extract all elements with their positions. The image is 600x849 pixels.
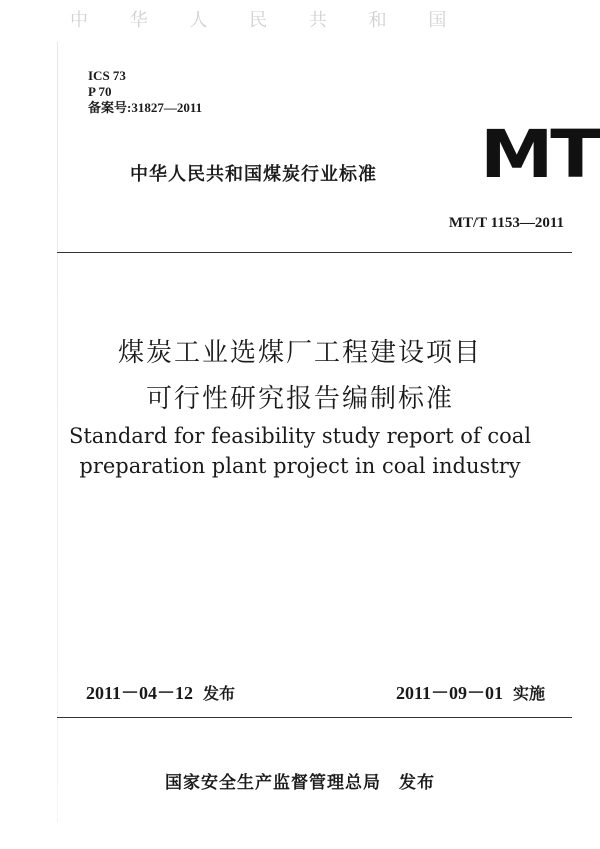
scanned-header-remnant: 中 华 人 民 共 和 国 <box>70 10 465 31</box>
issue-label: 发布 <box>203 684 236 703</box>
classification-codes <box>88 68 202 116</box>
title-en-line1: Standard for feasibility study report of coal <box>68 424 532 448</box>
record-number: 备案号:31827—2011 <box>88 100 203 115</box>
issue-date-block <box>86 679 235 705</box>
standard-number: MT/T 1153—2011 <box>448 215 564 231</box>
issuer-label: 发布 <box>399 773 435 793</box>
ics-code: ICS 73 <box>88 68 126 83</box>
implement-date: 2011－09－01 <box>396 683 504 703</box>
issuer-line <box>0 768 600 793</box>
title-en-line2: preparation plant project in coal industry <box>79 454 521 478</box>
ccs-code: P 70 <box>88 84 112 99</box>
bottom-divider <box>57 717 572 718</box>
standard-category: 中华人民共和国煤炭行业标准 <box>130 164 377 185</box>
top-divider <box>57 252 572 253</box>
issuer-name: 国家安全生产监督管理总局 <box>165 773 381 793</box>
title-cn-line2: 可行性研究报告编制标准 <box>145 384 454 414</box>
issue-date: 2011－04－12 <box>86 683 194 703</box>
title-cn-line1: 煤炭工业选煤厂工程建设项目 <box>117 338 482 368</box>
implement-date-block <box>396 679 545 705</box>
implement-label: 实施 <box>513 684 546 703</box>
mt-logo: MT <box>480 116 598 193</box>
